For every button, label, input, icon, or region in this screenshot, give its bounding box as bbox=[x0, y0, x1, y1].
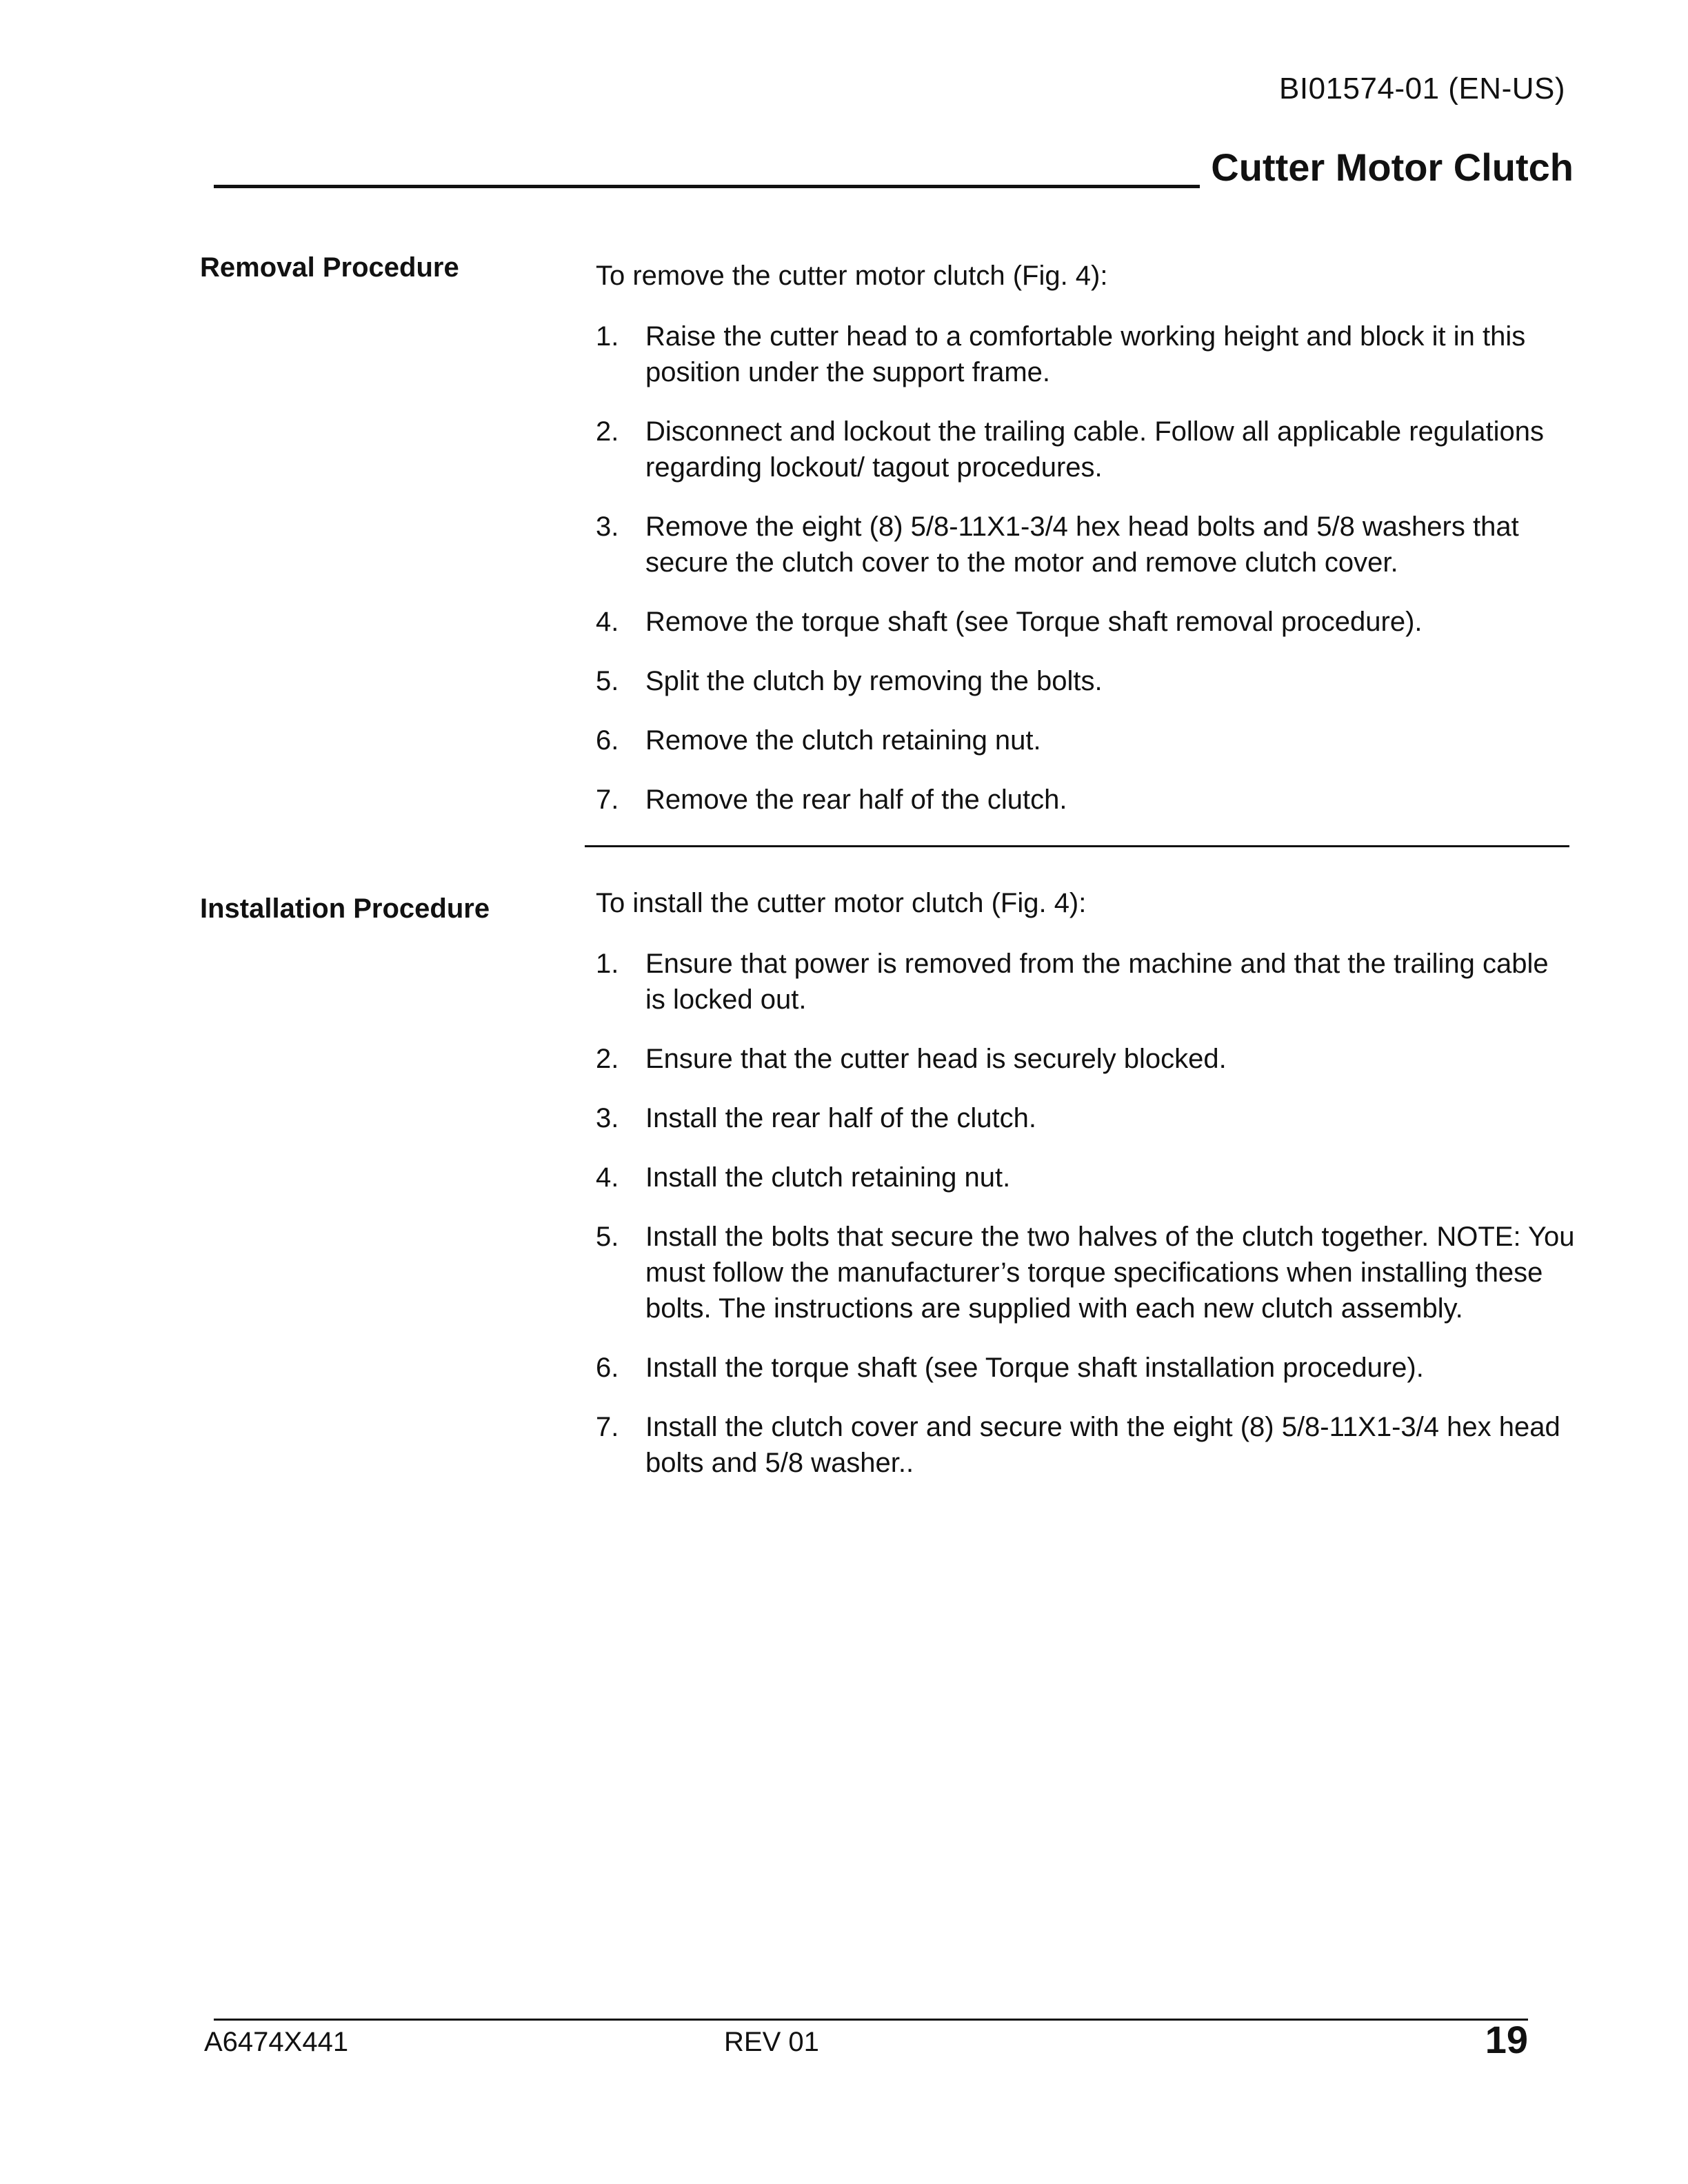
section-divider bbox=[585, 845, 1569, 847]
step-number: 5. bbox=[596, 666, 619, 696]
list-item bbox=[596, 1350, 1575, 1386]
step-text: Raise the cutter head to a comfortable working height and block it in this position under the support frame. bbox=[645, 321, 1526, 387]
step-number: 4. bbox=[596, 607, 619, 637]
step-number: 7. bbox=[596, 785, 619, 815]
list-item bbox=[596, 318, 1575, 390]
step-text: Install the bolts that secure the two halves of the clutch together. NOTE: You must follow the manufacturer’s torque specifications when installing these bolts. The instructions are supplied with each new clutch assembly. bbox=[645, 1222, 1575, 1324]
step-number: 6. bbox=[596, 1353, 619, 1383]
step-number: 1. bbox=[596, 949, 619, 979]
step-number: 3. bbox=[596, 512, 619, 542]
footer-rule bbox=[214, 2019, 1528, 2021]
list-item bbox=[596, 604, 1575, 640]
removal-intro: To remove the cutter motor clutch (Fig. 4): bbox=[596, 261, 1108, 291]
removal-steps bbox=[596, 318, 1575, 818]
list-item bbox=[596, 414, 1575, 485]
list-item bbox=[596, 1100, 1575, 1136]
step-text: Install the clutch cover and secure with the eight (8) 5/8-11X1-3/4 hex head bolts and 5/8 washer.. bbox=[645, 1412, 1560, 1478]
step-text: Ensure that the cutter head is securely blocked. bbox=[645, 1044, 1227, 1074]
document-id: BI01574-01 (EN-US) bbox=[1279, 72, 1565, 105]
step-text: Disconnect and lockout the trailing cable. Follow all applicable regulations regarding lockout/ tagout procedures. bbox=[645, 416, 1544, 483]
step-number: 7. bbox=[596, 1412, 619, 1442]
installation-steps bbox=[596, 946, 1575, 1481]
step-number: 5. bbox=[596, 1222, 619, 1252]
page-number: 19 bbox=[1485, 2018, 1528, 2061]
list-item bbox=[596, 1409, 1575, 1481]
list-item bbox=[596, 1041, 1575, 1077]
step-text: Install the torque shaft (see Torque shaft installation procedure). bbox=[645, 1353, 1424, 1383]
list-item bbox=[596, 722, 1575, 758]
step-number: 1. bbox=[596, 321, 619, 352]
list-item bbox=[596, 782, 1575, 818]
list-item bbox=[596, 509, 1575, 580]
installation-section-label: Installation Procedure bbox=[200, 893, 490, 924]
step-text: Remove the clutch retaining nut. bbox=[645, 725, 1041, 756]
list-item bbox=[596, 1160, 1575, 1195]
step-text: Install the rear half of the clutch. bbox=[645, 1103, 1036, 1133]
step-number: 4. bbox=[596, 1162, 619, 1193]
step-number: 2. bbox=[596, 416, 619, 447]
step-text: Split the clutch by removing the bolts. bbox=[645, 666, 1103, 696]
step-text: Remove the torque shaft (see Torque shaft removal procedure). bbox=[645, 607, 1423, 637]
step-number: 6. bbox=[596, 725, 619, 756]
list-item bbox=[596, 946, 1575, 1018]
footer-part-number: A6474X441 bbox=[204, 2027, 349, 2057]
installation-section-body bbox=[596, 885, 1575, 1504]
list-item bbox=[596, 1219, 1575, 1326]
step-text: Ensure that power is removed from the machine and that the trailing cable is locked out. bbox=[645, 949, 1549, 1015]
list-item bbox=[596, 663, 1575, 699]
installation-intro: To install the cutter motor clutch (Fig. 4): bbox=[596, 888, 1087, 918]
header-rule bbox=[214, 185, 1200, 188]
page-title: Cutter Motor Clutch bbox=[1211, 145, 1574, 189]
removal-section-label: Removal Procedure bbox=[200, 252, 459, 283]
step-text: Install the clutch retaining nut. bbox=[645, 1162, 1011, 1193]
footer-revision: REV 01 bbox=[724, 2027, 819, 2057]
removal-section-body bbox=[596, 258, 1575, 841]
step-text: Remove the rear half of the clutch. bbox=[645, 785, 1067, 815]
step-text: Remove the eight (8) 5/8-11X1-3/4 hex head bolts and 5/8 washers that secure the clutch cover to the motor and remove clutch cover. bbox=[645, 512, 1519, 578]
step-number: 3. bbox=[596, 1103, 619, 1133]
step-number: 2. bbox=[596, 1044, 619, 1074]
